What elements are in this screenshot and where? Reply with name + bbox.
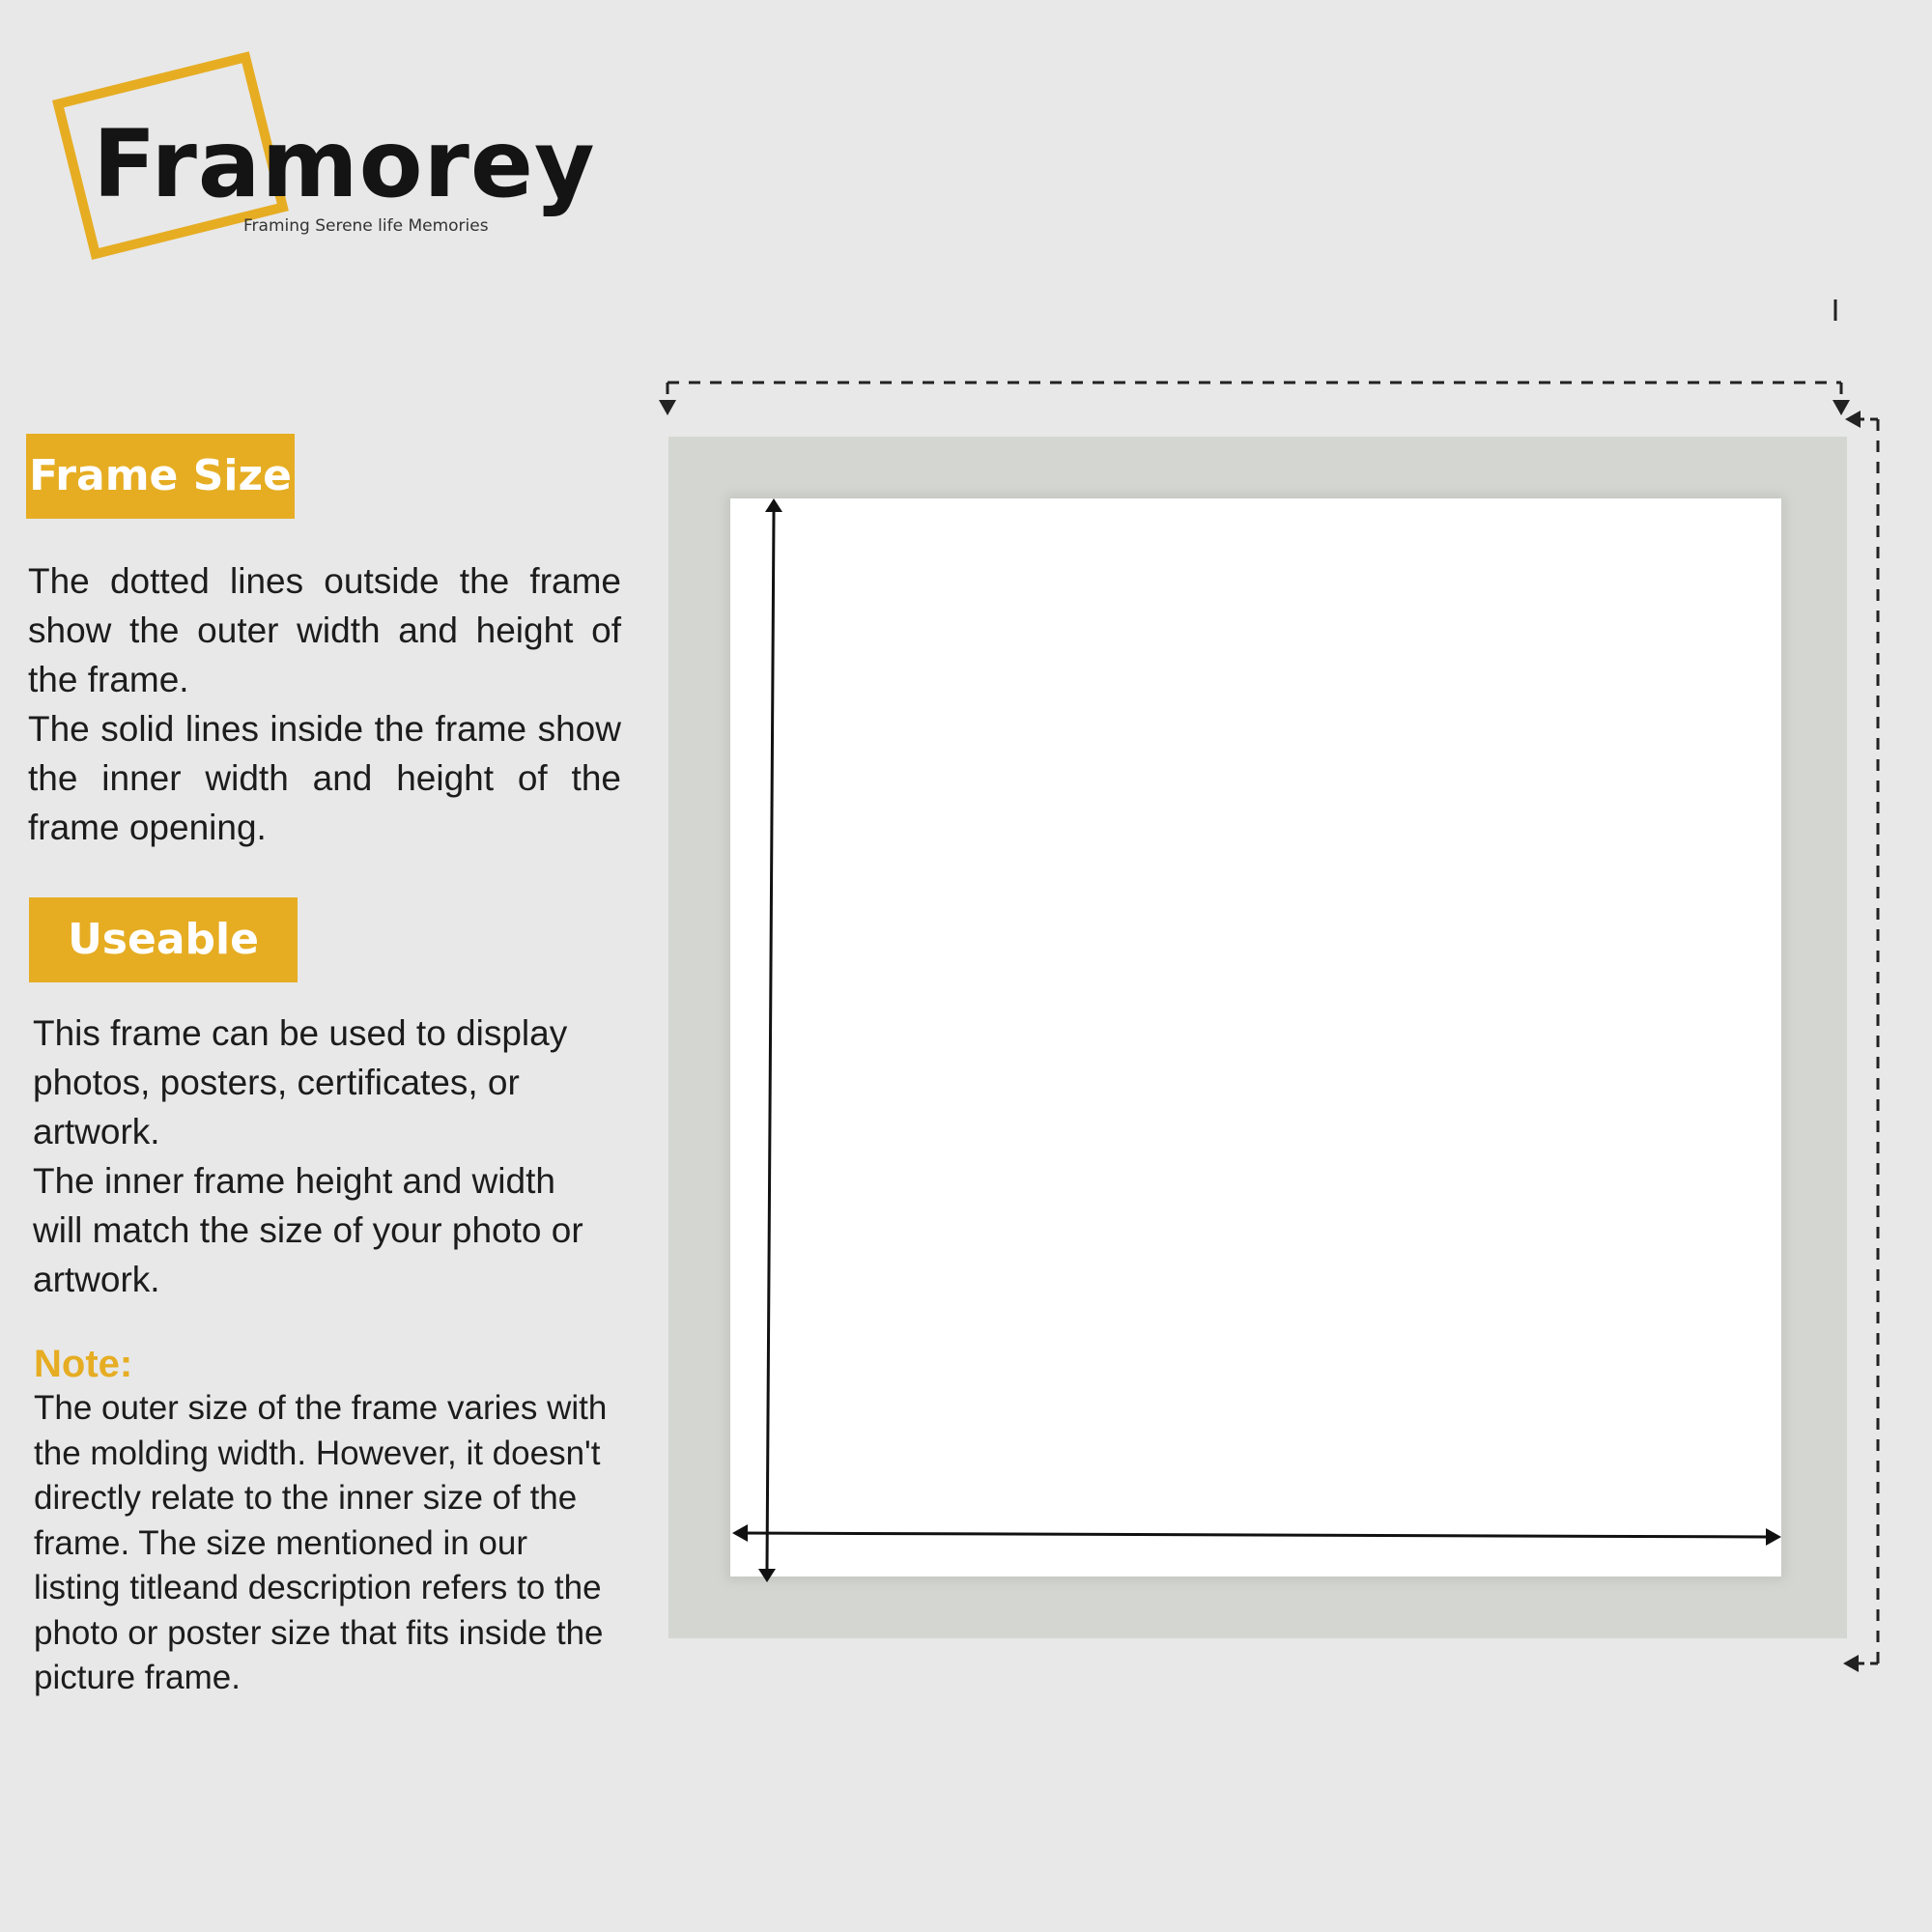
outer-height-arrow-top <box>1845 411 1861 428</box>
outer-width-dimension <box>668 299 1841 404</box>
logo-name: Framorey <box>93 110 596 218</box>
frame-size-paragraph-outer: The dotted lines outside the frame show the outer width and height of the frame. <box>28 561 621 699</box>
useable-badge: Useable <box>29 897 298 982</box>
frame-size-paragraph-inner: The solid lines inside the frame show the inner width and height of the frame opening. <box>28 709 621 847</box>
outer-width-arrow-right <box>1833 400 1850 415</box>
frame-opening <box>730 498 1781 1577</box>
outer-height-dimension <box>1857 419 1878 1663</box>
outer-height-arrow-bottom <box>1843 1655 1859 1672</box>
note-title: Note: <box>34 1343 133 1385</box>
frame-size-badge: Frame Size <box>26 434 295 519</box>
note-text: The outer size of the frame varies with the molding width. However, it doesn't directly relate to the inner size of the frame. The size mentioned in our listing titleand description refers to the photo or poster size that fits inside the picture frame. <box>34 1389 608 1696</box>
logo-tagline: Framing Serene life Memories <box>243 216 489 236</box>
useable-paragraph-match: The inner frame height and width will match the size of your photo or artwork. <box>33 1161 583 1299</box>
outer-width-arrow-left <box>659 400 676 415</box>
useable-paragraph-uses: This frame can be used to display photos, posters, certificates, or artwork. <box>33 1013 568 1151</box>
